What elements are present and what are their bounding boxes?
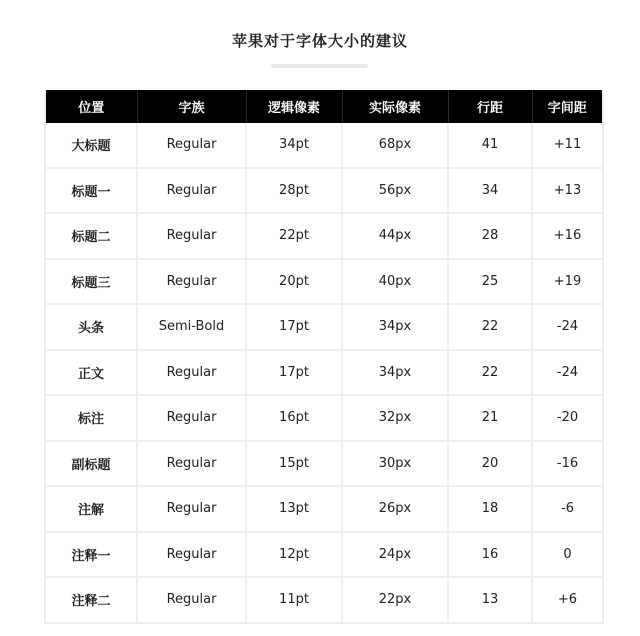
cell-line-height: 20 (448, 441, 532, 487)
cell-font-family: Regular (137, 395, 246, 441)
cell-font-family: Regular (137, 532, 246, 578)
header-line-height: 行距 (448, 90, 532, 123)
cell-letter-spacing: +16 (532, 213, 602, 259)
title-underline (271, 64, 368, 68)
cell-font-family: Regular (137, 168, 246, 214)
cell-position: 标注 (46, 395, 137, 441)
cell-font-family: Regular (137, 486, 246, 532)
cell-line-height: 34 (448, 168, 532, 214)
table-header (46, 90, 602, 123)
cell-position: 副标题 (46, 441, 137, 487)
cell-logical-pixels: 28pt (246, 168, 342, 214)
cell-letter-spacing: +13 (532, 168, 602, 214)
cell-letter-spacing: -16 (532, 441, 602, 487)
cell-position: 头条 (46, 304, 137, 350)
cell-line-height: 13 (448, 577, 532, 622)
table-row (46, 168, 602, 214)
cell-actual-pixels: 22px (342, 577, 448, 622)
table-row (46, 532, 602, 578)
cell-letter-spacing: -20 (532, 395, 602, 441)
font-size-table (46, 90, 602, 622)
cell-position: 标题二 (46, 213, 137, 259)
cell-actual-pixels: 34px (342, 304, 448, 350)
cell-font-family: Regular (137, 441, 246, 487)
cell-line-height: 16 (448, 532, 532, 578)
table-row (46, 486, 602, 532)
cell-logical-pixels: 22pt (246, 213, 342, 259)
cell-position: 大标题 (46, 123, 137, 168)
header-position: 位置 (46, 90, 137, 123)
table-row (46, 350, 602, 396)
cell-line-height: 22 (448, 304, 532, 350)
table-body (46, 123, 602, 622)
cell-line-height: 18 (448, 486, 532, 532)
cell-font-family: Semi-Bold (137, 304, 246, 350)
cell-position: 注解 (46, 486, 137, 532)
cell-logical-pixels: 15pt (246, 441, 342, 487)
table-row (46, 123, 602, 168)
header-actual-pixels: 实际像素 (342, 90, 448, 123)
cell-logical-pixels: 16pt (246, 395, 342, 441)
cell-letter-spacing: +19 (532, 259, 602, 305)
table-header-row (46, 90, 602, 123)
font-size-table-container (44, 90, 604, 624)
cell-position: 标题一 (46, 168, 137, 214)
cell-line-height: 28 (448, 213, 532, 259)
cell-letter-spacing: -6 (532, 486, 602, 532)
cell-actual-pixels: 40px (342, 259, 448, 305)
table-row (46, 441, 602, 487)
table-row (46, 395, 602, 441)
cell-logical-pixels: 13pt (246, 486, 342, 532)
page-title: 苹果对于字体大小的建议 (231, 32, 408, 50)
cell-logical-pixels: 34pt (246, 123, 342, 168)
cell-actual-pixels: 32px (342, 395, 448, 441)
cell-font-family: Regular (137, 350, 246, 396)
cell-letter-spacing: 0 (532, 532, 602, 578)
cell-actual-pixels: 24px (342, 532, 448, 578)
cell-actual-pixels: 26px (342, 486, 448, 532)
table-row (46, 577, 602, 622)
cell-line-height: 22 (448, 350, 532, 396)
cell-font-family: Regular (137, 213, 246, 259)
cell-logical-pixels: 11pt (246, 577, 342, 622)
header-font-family: 字族 (137, 90, 246, 123)
cell-position: 正文 (46, 350, 137, 396)
cell-actual-pixels: 30px (342, 441, 448, 487)
cell-letter-spacing: +11 (532, 123, 602, 168)
cell-font-family: Regular (137, 123, 246, 168)
cell-font-family: Regular (137, 259, 246, 305)
table-row (46, 259, 602, 305)
cell-logical-pixels: 20pt (246, 259, 342, 305)
header-letter-spacing: 字间距 (532, 90, 602, 123)
cell-letter-spacing: -24 (532, 304, 602, 350)
cell-actual-pixels: 44px (342, 213, 448, 259)
cell-position: 注释一 (46, 532, 137, 578)
table-row (46, 213, 602, 259)
table-row (46, 304, 602, 350)
cell-logical-pixels: 17pt (246, 304, 342, 350)
cell-letter-spacing: +6 (557, 592, 578, 608)
cell-logical-pixels: 12pt (246, 532, 342, 578)
cell-actual-pixels: 68px (342, 123, 448, 168)
cell-letter-spacing: -24 (532, 350, 602, 396)
cell-actual-pixels: 34px (342, 350, 448, 396)
cell-line-height: 25 (448, 259, 532, 305)
cell-line-height: 21 (448, 395, 532, 441)
cell-logical-pixels: 17pt (246, 350, 342, 396)
cell-font-family: Regular (137, 577, 246, 622)
cell-line-height: 41 (448, 123, 532, 168)
header-logical-pixels: 逻辑像素 (246, 90, 342, 123)
cell-position: 标题三 (46, 259, 137, 305)
cell-actual-pixels: 56px (342, 168, 448, 214)
cell-position: 注释二 (46, 577, 137, 622)
